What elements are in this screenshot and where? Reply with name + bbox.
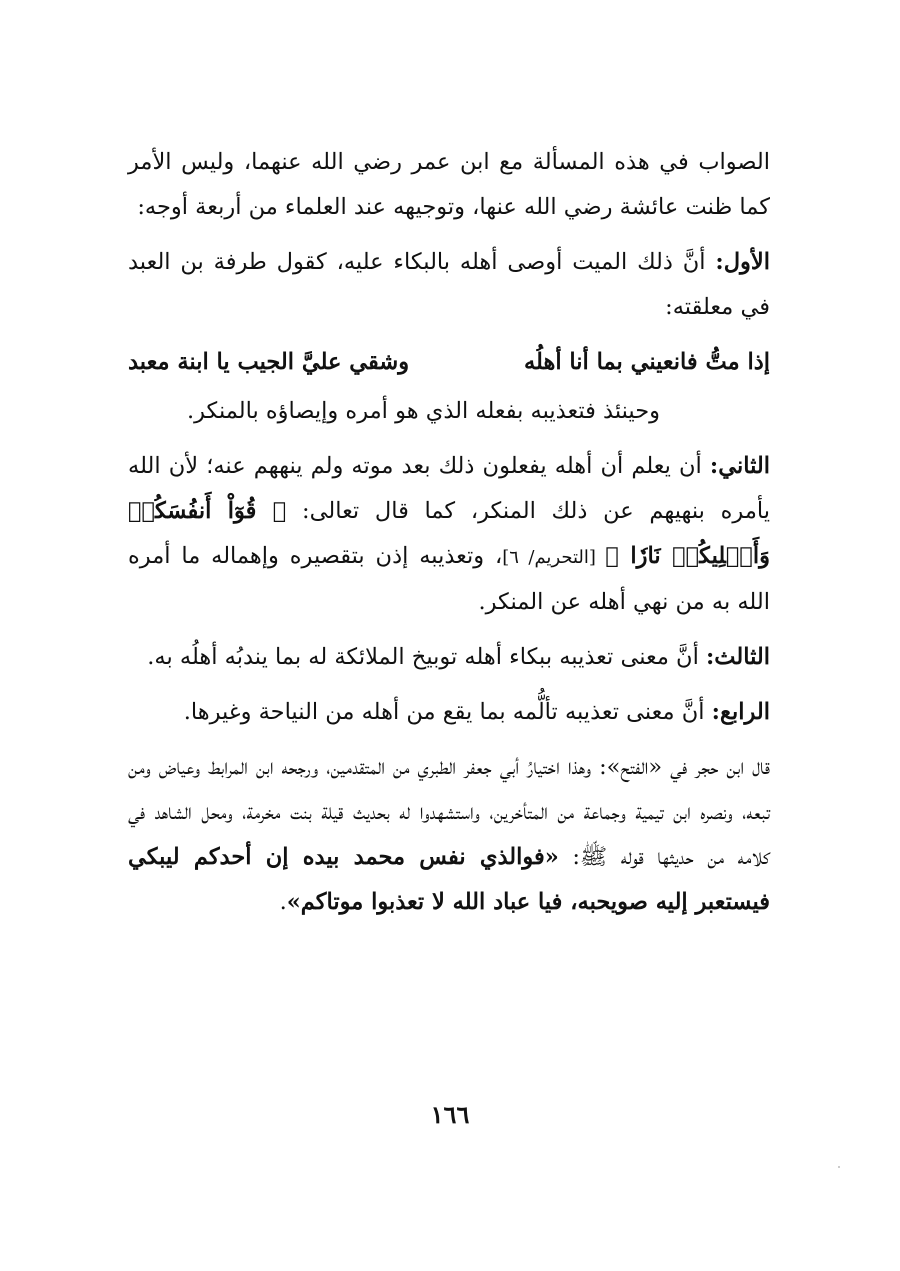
paragraph-gap (128, 735, 770, 745)
first-reason-heading: الأول: (715, 249, 770, 275)
fourth-reason-heading: الرابع: (711, 699, 770, 725)
paragraph-gap (128, 625, 770, 635)
second-reason-continuation: ، وتعذيبه إذن بتقصيره وإهماله ما أمره الله به من نهي أهله عن المنكر. (128, 543, 770, 615)
closing-end: . (279, 889, 287, 915)
first-conclusion-text: وحينئذ فتعذيبه بفعله الذي هو أمره وإيصاؤه بالمنكر. (186, 398, 660, 424)
paragraph-gap (128, 230, 770, 240)
body-text (128, 140, 770, 925)
third-reason-paragraph (128, 635, 770, 680)
paragraph-gap (128, 434, 770, 444)
fourth-reason-paragraph (128, 690, 770, 735)
page-number: ١٦٦ (430, 1100, 470, 1129)
intro-text: الصواب في هذه المسألة مع ابن عمر رضي الله عنهما، وليس الأمر كما ظنت عائشة رضي الله عنها، وتوجيهه عند العلماء من أربعة أوجه: (128, 149, 770, 220)
closing-paragraph (128, 745, 770, 925)
first-reason-text: أنَّ ذلك الميت أوصى أهله بالبكاء عليه، كقول طرفة بن العبد في معلقته: (128, 249, 770, 320)
verse-first-hemistich: إذا متُّ فانعيني بما أنا أهلُه (523, 349, 770, 375)
second-reason-text: أن يعلم أن أهله يفعلون ذلك بعد موته ولم ينههم عنه؛ لأن الله يأمره بنهيهم عن ذلك المنكر، كما قال تعالى: (128, 453, 770, 524)
quran-reference: [التحريم/ ٦] (502, 547, 606, 568)
intro-paragraph (128, 140, 770, 230)
closing-text: قال ابن حجر في «الفتح»: وهذا اختيارُ أبي جعفر الطبري من المتقدمين، ورجحه ابن المرابط وعياض ومن تبعه، ونصره ابن تيمية وجماعة من المتأخرين، واستشهدوا له بحديث قيلة بنت مخرمة، ومحل الشاهد في كلامه من حديثها قوله ﷺ: (128, 754, 770, 870)
third-reason-heading: الثالث: (705, 644, 770, 670)
second-reason-heading: الثاني: (709, 453, 770, 479)
second-reason-paragraph (128, 444, 770, 625)
quran-verse: ﴿ قُوٓاْ أَنفُسَكُمۡ وَأَهۡلِيكُمۡ نَارٗا ﴾ (128, 498, 770, 569)
verse-second-hemistich: وشقي عليَّ الجيب يا ابنة معبد (128, 349, 410, 375)
fourth-reason-text: أنَّ معنى تعذيبه تألُّمه بما يقع من أهله من النياحة وغيرها. (183, 699, 712, 725)
third-reason-text: أنَّ معنى تعذيبه ببكاء أهله توبيخ الملائكة له بما يندبُه أهلُه به. (147, 644, 706, 670)
poetry-verse (128, 340, 770, 385)
paragraph-gap (128, 680, 770, 690)
scan-speck (838, 1166, 840, 1168)
first-reason-conclusion (128, 389, 770, 434)
paragraph-gap (128, 330, 770, 340)
hadith-quote: «فوالذي نفس محمد بيده إن أحدكم ليبكي فيستعبر إليه صويحبه، فيا عباد الله لا تعذبوا موتاكم» (128, 844, 770, 915)
first-reason-paragraph (128, 240, 770, 330)
